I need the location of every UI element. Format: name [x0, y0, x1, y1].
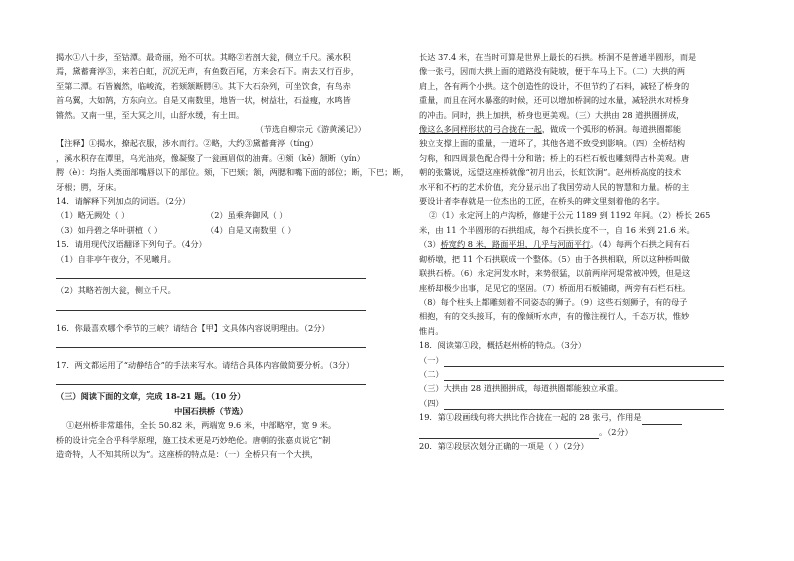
- article-line: 重量，而且在河水暴涨的时候，还可以增加桥洞的过水量，减轻洪水对桥身: [419, 95, 690, 106]
- article-line: 水平和不朽的艺术价值，充分显示出了我国劳动人民的智慧和力量。桥的主: [419, 181, 690, 192]
- note-line: 【注释】①揭水，撩起衣服，涉水而行。②略，大约③黛蓄膏渟（tíng）: [56, 138, 319, 149]
- question-20: 20．第②段层次划分正确的一项是（ ）（2分）: [419, 440, 589, 451]
- article-line: 的冲击。同时，拱上加拱，桥身也更美观。（三）大拱由 28 道拱圈拼成，: [419, 109, 685, 120]
- article-line: ①赵州桥非常雄伟，全长 50.82 米，两端宽 9.6 米，中部略窄，宽 9 米。: [66, 420, 337, 431]
- article-line: 造奇特，人不知其所以为”。这座桥的特点是：（一）全桥只有一个大拱，: [56, 448, 319, 459]
- article-line: 桥的设计完全合乎科学原理，施工技术更是巧妙绝伦。唐朝的张嘉贞说它“制: [56, 434, 331, 445]
- item-label: （二）: [419, 368, 444, 379]
- passage-line: 锵然。又南一里，至大冥之川，山舒水缓，有土田。: [56, 109, 245, 120]
- question-18-item: [419, 396, 741, 410]
- annotation-block: [56, 136, 409, 194]
- article-text: 。（4）每两个石拱之间有石: [590, 239, 690, 250]
- question-14-item: （4）自是又南数里（ ）: [206, 224, 296, 235]
- item-label: （一）: [419, 354, 444, 365]
- article-line: （8）每个柱头上都雕刻着不同姿态的狮子。（9）这些石刻狮子，有的母子: [419, 296, 688, 307]
- article-title: 中国石拱桥（节选）: [174, 405, 248, 416]
- passage-source: （节选自柳宗元《游黄溪记》）: [255, 124, 366, 135]
- question-14-row-2: [56, 223, 366, 237]
- question-14-item: （1）略无阙处（ ）: [56, 210, 130, 221]
- answer-line[interactable]: [56, 298, 366, 311]
- question-15-stem: 15．请用现代汉语翻译下列句子。（4分）: [56, 239, 207, 250]
- answer-blank[interactable]: [444, 353, 724, 367]
- question-16: 16．你最喜欢哪个季节的三峡？请结合【甲】文具体内容说明理由。（2分）: [56, 322, 330, 333]
- article-line: 独立支撑上面的重量，一道坏了，其他各道不致受到影响。（四）全桥结构: [419, 138, 686, 149]
- answer-blank[interactable]: [642, 410, 682, 424]
- article-line: 肩上，各有两个小拱。这个创造性的设计，不但节约了石料，减轻了桥身的: [419, 80, 690, 91]
- article-text: （3）: [419, 239, 441, 250]
- passage-line: 揭水①八十步，至钴潭。最奇丽，殆不可状。其略②若剖大瓮，侧立千尺。溪水积: [56, 52, 351, 62]
- article-line: 相抱，有的交头接耳，有的像倾听水声，有的像注视行人，千态万状，惟妙: [419, 311, 690, 322]
- note-line: 牙根；腭，牙床。: [56, 181, 122, 192]
- question-15-item-1: （1）自非亭午夜分，不见曦月。: [56, 253, 176, 264]
- section-3-heading: （三）阅读下面的文章，完成 18-21 题。（10 分）: [56, 391, 246, 402]
- article-line: 匀称，和四周景色配合得十分和谐；桥上的石栏石板也雕刻得古朴美观。唐: [419, 152, 690, 163]
- note-line: ，溪水积存在潭里，乌光油亮，像凝聚了一瓮画眉似的油膏。④颏（kē）颔断（yín）: [56, 152, 365, 163]
- passage-yi: [56, 50, 366, 122]
- article-line: 联拱石桥。（6）永定河发水时，来势很猛，以前两岸河堤常被冲毁，但是这: [419, 268, 691, 279]
- question-19-tail: 。（2分）: [599, 426, 633, 437]
- answer-line[interactable]: [56, 335, 366, 348]
- answer-line[interactable]: [56, 266, 366, 279]
- article-line-underlined: [419, 122, 741, 136]
- question-17: 17．两文都运用了“动静结合”的手法来写水。请结合具体内容做简要分析。（3分）: [56, 359, 355, 370]
- article-text: ，做成一个弧形的桥洞。每道拱圈都能: [541, 124, 682, 135]
- question-19: [419, 410, 741, 424]
- question-18-item: （三）大拱由 28 道拱圈拼成，每道拱圈都能独立承重。: [419, 383, 623, 394]
- question-14-item: （2）虽乘奔御风（ ）: [206, 210, 288, 221]
- article-line: 砌桥墩，把 11 个石拱联成一个整体。（5）由于各拱相联，所以这种桥叫做: [419, 253, 690, 264]
- answer-blank[interactable]: [444, 367, 724, 381]
- underlined-sentence: 桥宽约 8 米，路面平坦，几乎与河面平行: [440, 239, 591, 250]
- question-18-stem: 18．阅读第①段，概括赵州桥的特点。（3分）: [419, 340, 587, 351]
- question-14-row-1: [56, 208, 366, 222]
- right-column: [419, 50, 741, 453]
- question-14-item: （3）如丹碧之华叶骈植（ ）: [56, 224, 163, 235]
- article-line-underlined: [419, 237, 741, 251]
- question-18-item: [419, 367, 741, 381]
- passage-line: 焉，黛蓄膏渟③，来若白虹，沉沉无声，有鱼数百尾，方来会石下。南去又行百步，: [56, 66, 359, 77]
- article-line: 惟肖。: [419, 325, 444, 336]
- passage-line: 首乌翼，大如鹄，方东向立。自是又南数里，地皆一状，树益壮，石益瘦，水鸣皆: [56, 95, 351, 106]
- question-19-stem: 19．第①段画线句将大拱比作合拢在一起的 28 张弓，作用是: [419, 412, 642, 423]
- item-label: （四）: [419, 397, 444, 408]
- passage-line: 至第二潭。石皆巍然，临峻流，若颏颔断腭④。其下大石杂列，可坐饮食，有鸟赤: [56, 80, 351, 91]
- underlined-sentence: 像这么多同样形状的弓合拢在一起: [419, 124, 542, 135]
- question-19-cont: [419, 425, 741, 439]
- question-15-item-2: （2）其略若剖大瓮，侧立千尺。: [56, 285, 176, 296]
- answer-line[interactable]: [56, 372, 366, 385]
- article-line: 要设计者李春就是一位杰出的工匠，在桥头的碑文里刻着他的名字。: [419, 196, 665, 207]
- article-line: 米，由 11 个半圆形的石拱组成，每个石拱长度不一，自 16 米到 21.6 米。: [419, 224, 695, 235]
- question-18-item: [419, 353, 741, 367]
- article-line: ②（1）永定河上的卢沟桥，修建于公元 1189 到 1192 年间。（2）桥长 265: [429, 210, 711, 221]
- article-line: 长达 37.4 米，在当时可算是世界上最长的石拱。桥洞不是普通半圆形，而是: [419, 52, 697, 62]
- article-line: 朝的张鷟说，远望这座桥就像“初月出云，长虹饮涧”。赵州桥高度的技术: [419, 167, 682, 178]
- note-line: 腭（è）：均指人类面部嘴唇以下的部位。颏，下巴颏；颔，两腮和嘴下面的部位；断，下巴；断，: [56, 167, 409, 178]
- left-column: [56, 50, 409, 461]
- answer-blank[interactable]: [419, 425, 599, 439]
- article-line: 座桥却极少出事，足见它的坚固。（7）桥面用石板铺砌，两旁有石栏石柱。: [419, 282, 691, 293]
- answer-blank[interactable]: [444, 396, 724, 410]
- article-line: 像一张弓，因而大拱上面的道路没有陡坡，便于车马上下。（二）大拱的两: [419, 66, 686, 77]
- question-14-stem: 14．请解释下列加点的词语。（2分）: [56, 196, 191, 207]
